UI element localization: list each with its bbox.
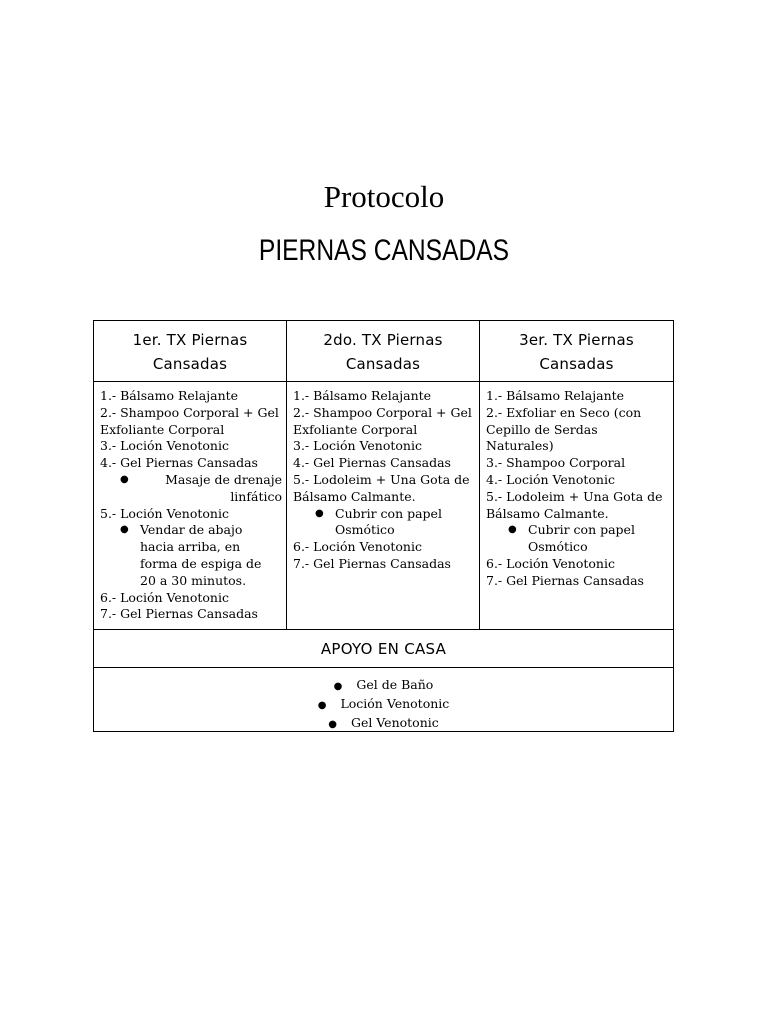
page-title: Protocolo [323,179,445,214]
bullet-icon: ● [328,719,337,730]
bullet-icon: ● [317,700,327,711]
step-item: 1.- Bálsamo Relajante [100,388,239,403]
sub-step [486,522,669,556]
step-item: 6.- Loción Venotonic [100,589,229,605]
list-item [94,676,673,695]
list-item [94,714,673,733]
sub-step [293,506,475,540]
step-item: 2.- Shampoo Corporal + Gel Exfoliante Corporal [100,404,279,437]
page-subtitle: PIERNAS CANSADAS [258,234,510,267]
step-item: 7.- Gel Piernas Cansadas [100,606,258,622]
step-item: 7.- Gel Piernas Cansadas [486,572,644,588]
step-item: 4.- Gel Piernas Cansadas [293,455,451,471]
step-item: 1.- Bálsamo Relajante [293,388,432,403]
step-item: 5.- Loción Venotonic [100,505,229,521]
step-item: 4.- Gel Piernas Cansadas [100,455,258,471]
home-item-text: Gel de Baño [356,677,434,692]
step-item: 3.- Loción Venotonic [100,438,229,454]
bullet-icon: ● [315,507,324,519]
list-item [94,695,673,714]
step-item: 7.- Gel Piernas Cansadas [293,555,451,571]
step-item: 3.- Shampoo Corporal [486,455,626,471]
step-item: 2.- Shampoo Corporal + Gel Exfoliante Corporal [293,404,472,437]
sub-step [100,522,282,589]
sub-step-text: Masaje de drenaje linfático [165,471,282,504]
bullet-icon: ● [508,524,517,536]
step-item: 1.- Bálsamo Relajante [486,388,625,403]
column-header-tx1: 1er. TX Piernas Cansadas [94,321,287,381]
step-item: 5.- Lodoleim + Una Gota de Bálsamo Calmante. [293,471,470,504]
step-item: 4.- Loción Venotonic [486,471,615,487]
column-steps-tx1 [94,382,287,629]
protocol-table [93,320,674,732]
home-item-text: Gel Venotonic [350,715,439,730]
table-body-row [94,382,673,630]
column-header-tx3: 3er. TX Piernas Cansadas [519,331,634,373]
bullet-icon: ● [120,473,129,485]
step-item: 5.- Lodoleim + Una Gota de Bálsamo Calmante. [486,488,663,521]
column-header-tx2: 2do. TX Piernas Cansadas [287,321,480,381]
step-item: 6.- Loción Venotonic [293,539,422,555]
home-support-header: APOYO EN CASA [94,630,673,668]
sub-step-text: Vendar de abajo hacia arriba, en forma de espiga de 20 a 30 minutos. [140,522,262,588]
bullet-icon: ● [120,524,129,536]
home-item-text: Loción Venotonic [340,696,450,711]
sub-step-text: Cubrir con papel Osmótico [528,522,635,555]
sub-step-text: Cubrir con papel Osmótico [335,505,442,538]
column-steps-tx2 [287,382,480,629]
bullet-icon: ● [333,681,343,692]
sub-step [100,472,282,506]
step-item: 3.- Loción Venotonic [293,438,422,454]
step-item: 6.- Loción Venotonic [486,555,615,571]
table-header-row [94,321,673,382]
column-steps-tx3 [480,382,673,629]
home-support-list [94,668,673,731]
step-item: 2.- Exfoliar en Seco (con Cepillo de Serdas Naturales) [486,404,642,454]
